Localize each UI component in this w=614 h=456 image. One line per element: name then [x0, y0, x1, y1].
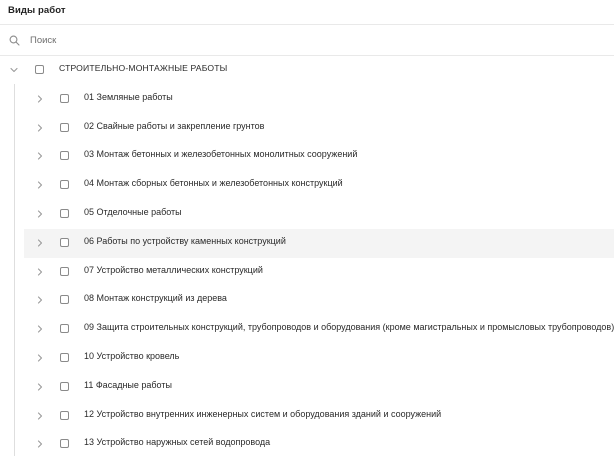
chevron-right-icon[interactable]	[35, 180, 45, 190]
tree-item[interactable]	[0, 402, 614, 431]
tree-item-checkbox[interactable]	[60, 123, 69, 132]
chevron-right-icon[interactable]	[35, 267, 45, 277]
tree-item[interactable]	[0, 286, 614, 315]
tree-item[interactable]	[0, 200, 614, 229]
tree-item[interactable]	[0, 229, 614, 258]
tree-root-checkbox[interactable]	[35, 65, 44, 74]
tree-item-label: 04 Монтаж сборных бетонных и железобетонных конструкций	[84, 178, 343, 189]
tree-item-label: 10 Устройство кровель	[84, 351, 180, 361]
tree-item-label: 09 Защита строительных конструкций, трубопроводов и оборудования (кроме магистральных и промысловых трубопроводов)	[84, 322, 614, 333]
tree-item[interactable]	[0, 258, 614, 287]
tree-item-label: 05 Отделочные работы	[84, 207, 182, 217]
search-icon	[9, 35, 20, 46]
tree-item-label: 03 Монтаж бетонных и железобетонных монолитных сооружений	[84, 149, 358, 160]
panel-title: Виды работ	[8, 5, 66, 16]
tree-item-label: 06 Работы по устройству каменных конструкций	[84, 235, 286, 246]
tree-item[interactable]	[0, 85, 614, 114]
tree-item-label: 12 Устройство внутренних инженерных систем и оборудования зданий и сооружений	[84, 408, 442, 419]
chevron-right-icon[interactable]	[35, 94, 45, 104]
tree-item-label: 08 Монтаж конструкций из дерева	[84, 293, 227, 304]
tree-item-label: 02 Свайные работы и закрепление грунтов	[84, 120, 265, 131]
chevron-right-icon[interactable]	[35, 411, 45, 421]
tree-item-checkbox[interactable]	[60, 439, 69, 448]
chevron-right-icon[interactable]	[35, 439, 45, 449]
tree-item-checkbox[interactable]	[60, 94, 69, 103]
tree-item[interactable]	[0, 430, 614, 456]
tree-item-checkbox[interactable]	[60, 238, 69, 247]
tree-item-checkbox[interactable]	[60, 180, 69, 189]
tree-item-checkbox[interactable]	[60, 209, 69, 218]
tree-item-checkbox[interactable]	[60, 324, 69, 333]
tree-item-checkbox[interactable]	[60, 151, 69, 160]
chevron-right-icon[interactable]	[35, 151, 45, 161]
tree-item-checkbox[interactable]	[60, 382, 69, 391]
tree-item[interactable]	[0, 315, 614, 344]
chevron-right-icon[interactable]	[35, 238, 45, 248]
search-input[interactable]	[28, 32, 592, 48]
search-bar	[0, 25, 614, 55]
chevron-right-icon[interactable]	[35, 382, 45, 392]
tree-item-checkbox[interactable]	[60, 353, 69, 362]
tree-item-checkbox[interactable]	[60, 267, 69, 276]
tree-item-label: 01 Земляные работы	[84, 91, 173, 102]
tree-item[interactable]	[0, 142, 614, 171]
chevron-right-icon[interactable]	[35, 295, 45, 305]
tree-item[interactable]	[0, 171, 614, 200]
chevron-right-icon[interactable]	[35, 123, 45, 133]
tree-item[interactable]	[0, 344, 614, 373]
chevron-right-icon[interactable]	[35, 324, 45, 334]
tree-item-label: 13 Устройство наружных сетей водопровода	[84, 437, 271, 448]
tree-item-label: 11 Фасадные работы	[84, 379, 172, 390]
chevron-down-icon[interactable]	[9, 65, 19, 75]
tree-root-row[interactable]	[0, 56, 614, 85]
chevron-right-icon[interactable]	[35, 353, 45, 363]
chevron-right-icon[interactable]	[35, 209, 45, 219]
tree-item-checkbox[interactable]	[60, 295, 69, 304]
tree-item-checkbox[interactable]	[60, 411, 69, 420]
tree-root-label: СТРОИТЕЛЬНО-МОНТАЖНЫЕ РАБОТЫ	[59, 63, 228, 73]
tree-item[interactable]	[0, 114, 614, 143]
tree-item-label: 07 Устройство металлических конструкций	[84, 264, 263, 275]
tree-item[interactable]	[0, 373, 614, 402]
